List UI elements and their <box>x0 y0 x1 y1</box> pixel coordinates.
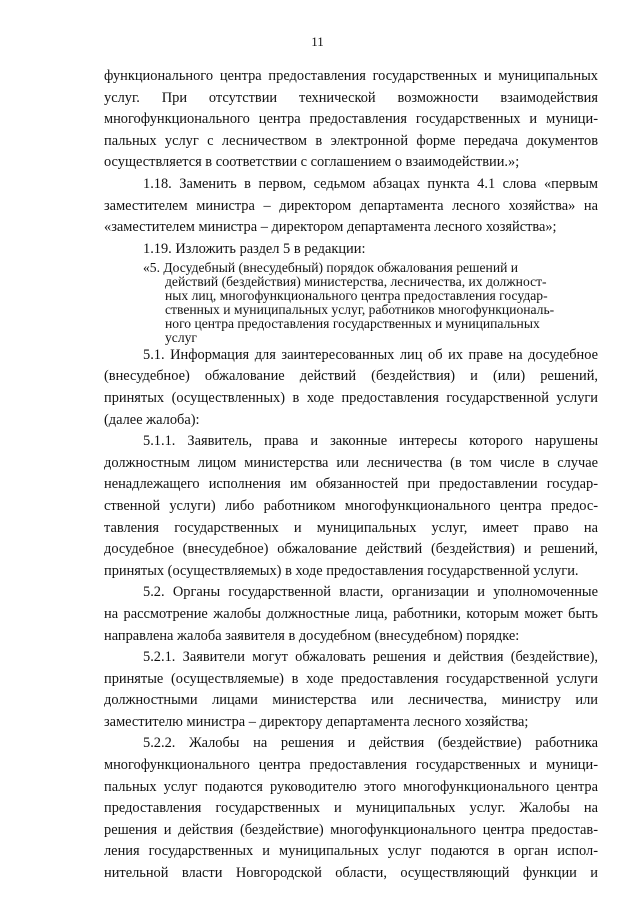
text-line: 1.18. Заменить в первом, седьмом абзацах пункта 4.1 слова «первым <box>143 175 598 192</box>
text-line: многофункционального центра предоставления государственных и муници- <box>104 757 598 774</box>
text-line: пальных услуг подаются руководителю этого многофункционального центра <box>104 778 598 795</box>
text-line: ления государственных и муниципальных услуг подаются в орган испол- <box>104 843 598 860</box>
paragraph-5-2-2 <box>104 733 598 884</box>
heading-line: действий (бездействия) министерства, лесничества, их должност- <box>165 274 547 290</box>
text-line: решения и действия (бездействие) многофункционального центра предостав- <box>104 821 598 838</box>
text-line: ненадлежащего исполнения им обязанностей при предоставлении государ- <box>104 476 598 493</box>
paragraph-1-18 <box>104 174 598 239</box>
heading-line: ственных и муниципальных услуг, работников многофункциональ- <box>165 302 555 318</box>
text-line: функционального центра предоставления государственных и муниципальных <box>104 68 598 84</box>
heading-line: ного центра предоставления государственных и муниципальных <box>165 315 540 331</box>
text-line: 5.1.1. Заявитель, права и законные интересы которого нарушены <box>143 433 598 450</box>
text-line: досудебное (внесудебное) обжалование действий (бездействия) и решений, <box>104 541 598 558</box>
document-body <box>104 66 598 885</box>
text-line: (внесудебное) обжалование действий (бездействия) и (или) решений, <box>104 368 598 385</box>
text-line: должностными лицами министерства или лесничества, министру или <box>104 692 598 709</box>
text-line: нительной власти Новгородской области, осуществляющий функции и <box>104 865 598 882</box>
text-line: заместителем министра – директором департамента лесного хозяйства» на <box>104 197 598 214</box>
heading-line: ных лиц, многофункционального центра предоставления государ- <box>165 288 548 304</box>
paragraph-5-2-1 <box>104 647 598 733</box>
text-line: предоставления государственных и муниципальных услуг. Жалобы на <box>104 800 598 817</box>
paragraph-5-1-1 <box>104 431 598 582</box>
text-line: принятые (осуществляемые) в ходе предоставления государственной услуги <box>104 670 598 687</box>
heading-line: «5. Досудебный (внесудебный) порядок обжалования решений и <box>143 260 519 276</box>
text-line: «заместителем министра – директором департамента лесного хозяйства»; <box>104 219 557 236</box>
page-number: 11 <box>311 34 324 49</box>
paragraph-1-19 <box>104 239 598 261</box>
paragraph-5-1 <box>104 345 598 431</box>
text-line: должностным лицом министерства или лесничества (в том числе в случае <box>104 454 598 471</box>
text-line: 5.2.1. Заявители могут обжаловать решения и действия (бездействие), <box>143 649 598 666</box>
paragraph-continuation <box>104 66 598 174</box>
text-line: осуществляется в соответствии с соглашением о взаимодействии.»; <box>104 154 520 171</box>
text-line: 5.1. Информация для заинтересованных лиц об их праве на досудебное <box>143 346 598 363</box>
text-line: направлена жалоба заявителя в досудебном (внесудебном) порядке: <box>104 627 520 644</box>
text-line: 5.2.2. Жалобы на решения и действия (бездействие) работника <box>143 735 598 752</box>
text-line: принятых (осуществляемых) в ходе предоставления государственной услуги. <box>104 562 579 579</box>
text-line: принятых (осуществленных) в ходе предоставления государственной услуги <box>104 389 598 406</box>
text-line: заместителю министра – директору департамента лесного хозяйства; <box>104 713 529 730</box>
text-line: (далее жалоба): <box>104 411 200 428</box>
paragraph-5-2 <box>104 582 598 647</box>
text-line: 1.19. Изложить раздел 5 в редакции: <box>143 240 366 257</box>
text-line: на рассмотрение жалобы должностные лица, работники, которым может быть <box>104 605 598 622</box>
section-5-heading <box>104 261 598 344</box>
heading-line: услуг <box>165 329 197 345</box>
text-line: тавления государственных и муниципальных услуг, имеет право на <box>104 519 598 536</box>
text-line: 5.2. Органы государственной власти, организации и уполномоченные <box>143 584 598 601</box>
text-line: услуг. При отсутствии технической возможности взаимодействия <box>104 89 598 106</box>
text-line: ственной услуги) либо работником многофункционального центра предос- <box>104 497 598 514</box>
text-line: многофункционального центра предоставления государственных и муници- <box>104 111 598 128</box>
text-line: пальных услуг с лесничеством в электронной форме передача документов <box>104 132 598 149</box>
